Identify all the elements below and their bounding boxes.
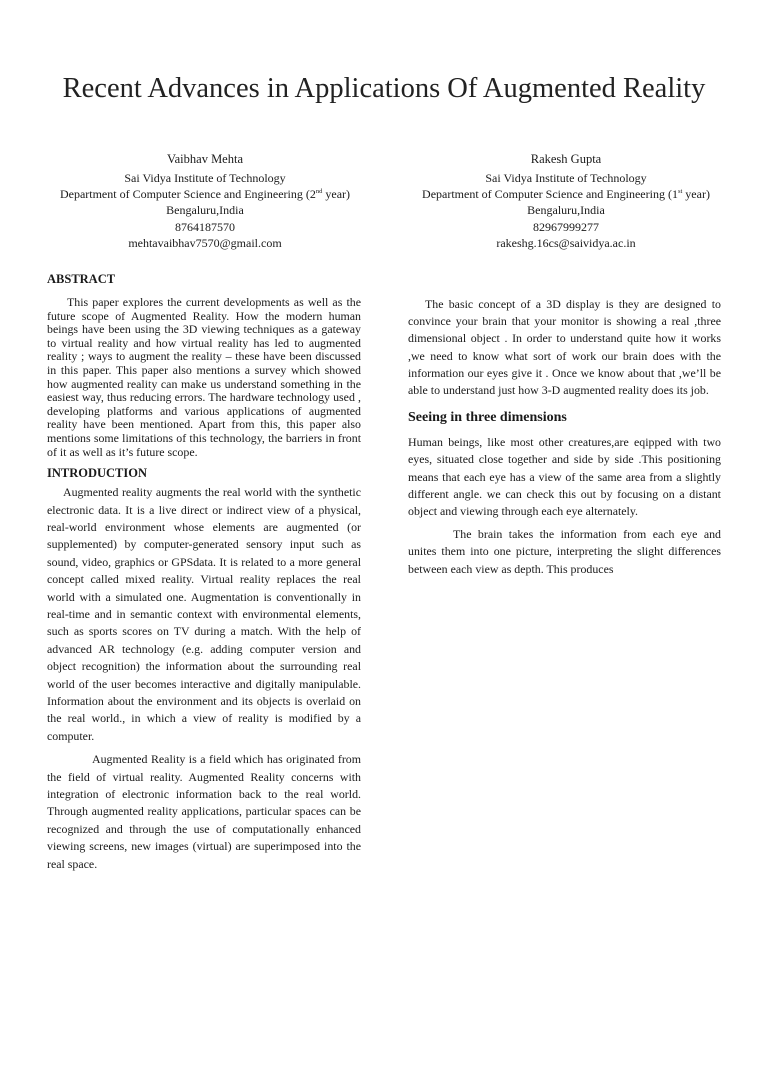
author-name: Rakesh Gupta xyxy=(530,152,602,166)
author-city: Bengaluru,India xyxy=(527,203,605,218)
author-phone: 8764187570 xyxy=(175,219,235,234)
author-institute: Sai Vidya Institute of Technology xyxy=(124,171,286,185)
right-column xyxy=(408,296,721,578)
author-email: mehtavaibhav7570@gmail.com xyxy=(128,235,282,250)
right-paragraph-3: The brain takes the information from each eye and unites them into one picture, interpreting the slight differences between each view as depth. This produces xyxy=(408,527,721,576)
author-email: rakeshg.16cs@saividya.ac.in xyxy=(496,235,636,250)
abstract-heading: ABSTRACT xyxy=(47,272,116,286)
right-paragraph-2: Human beings, like most other creatures,are eqipped with two eyes, situated close together and side by side .This positioning means that each eye has a view of the same area from a slightly different angle. we can check this out by focusing on a distant object and viewing through each eye alternately. xyxy=(408,435,721,519)
author-phone: 82967999277 xyxy=(533,219,599,234)
introduction-paragraph-2: Augmented Reality is a field which has originated from the field of virtual reality. Augmented Reality concerns with integration of electronic information back to the real world. Through augmented reality applications, particular spaces can be recognized and through the use of computationally enhanced viewing screens, new images (virtual) are superimposed into the real space. xyxy=(47,752,361,871)
paper-title: Recent Advances in Applications Of Augmented Reality xyxy=(62,73,706,104)
author-name: Vaibhav Mehta xyxy=(166,152,244,166)
section-heading-seeing: Seeing in three dimensions xyxy=(408,410,567,426)
introduction-paragraph-1: Augmented reality augments the real world with the synthetic electronic data. It is a live direct or indirect view of a physical, real-world environment whose elements are augmented (or supplemented) by computer-generated sensory input such as sound, video, graphics or GPSdata. It is related to a more general concept called mixed reality. Virtual reality replaces the real world with a simulated one. Augmentation is conventionally in real-time and in semantic context with environmental elements, such as sports scores on TV during a match. With the help of advanced AR technology (e.g. adding computer version and object recognition) the information about the surrounding real world of the user becomes interactive and digitally manipulable. Information about the environment and its objects is overlaid on the real world., in which a view of reality is modified by a computer. xyxy=(47,485,361,743)
author-city: Bengaluru,India xyxy=(166,203,244,218)
introduction-heading: INTRODUCTION xyxy=(47,466,148,481)
author-department: Department of Computer Science and Engineering (2nd year) xyxy=(59,187,351,202)
abstract-text: This paper explores the current developments as well as the future scope of Augmented Reality. How the modern human beings have been using the 3D viewing techniques as a gateway to virtual reality and how virtual reality has led to augmented reality ; ways to augment the reality – these have been discussed in this paper. This paper also mentions a survey which showed how augmented reality can make us understand something in the easiest way, thus reducing errors. The hardware technology used , developing platforms and various applications of augmented reality have been mentioned. Apart from this, this paper also mentions some limitations of this technology, the barriers in front of it as well as it’s future scope. xyxy=(47,295,361,459)
left-column xyxy=(47,271,361,873)
author-block-1 xyxy=(46,150,364,251)
author-department: Department of Computer Science and Engineering (1st year) xyxy=(422,187,710,202)
right-paragraph-1: The basic concept of a 3D display is they are designed to convince your brain that your monitor is showing a real ,three dimensional object . In order to understand quite how it works ,we need to know what sort of work our brain does with the information our eyes give it . Once we know about that ,we’ll be able to understand just how 3-D augmented reality does its job. xyxy=(408,297,721,398)
author-institute: Sai Vidya Institute of Technology xyxy=(485,171,647,185)
author-block-2 xyxy=(405,150,727,251)
